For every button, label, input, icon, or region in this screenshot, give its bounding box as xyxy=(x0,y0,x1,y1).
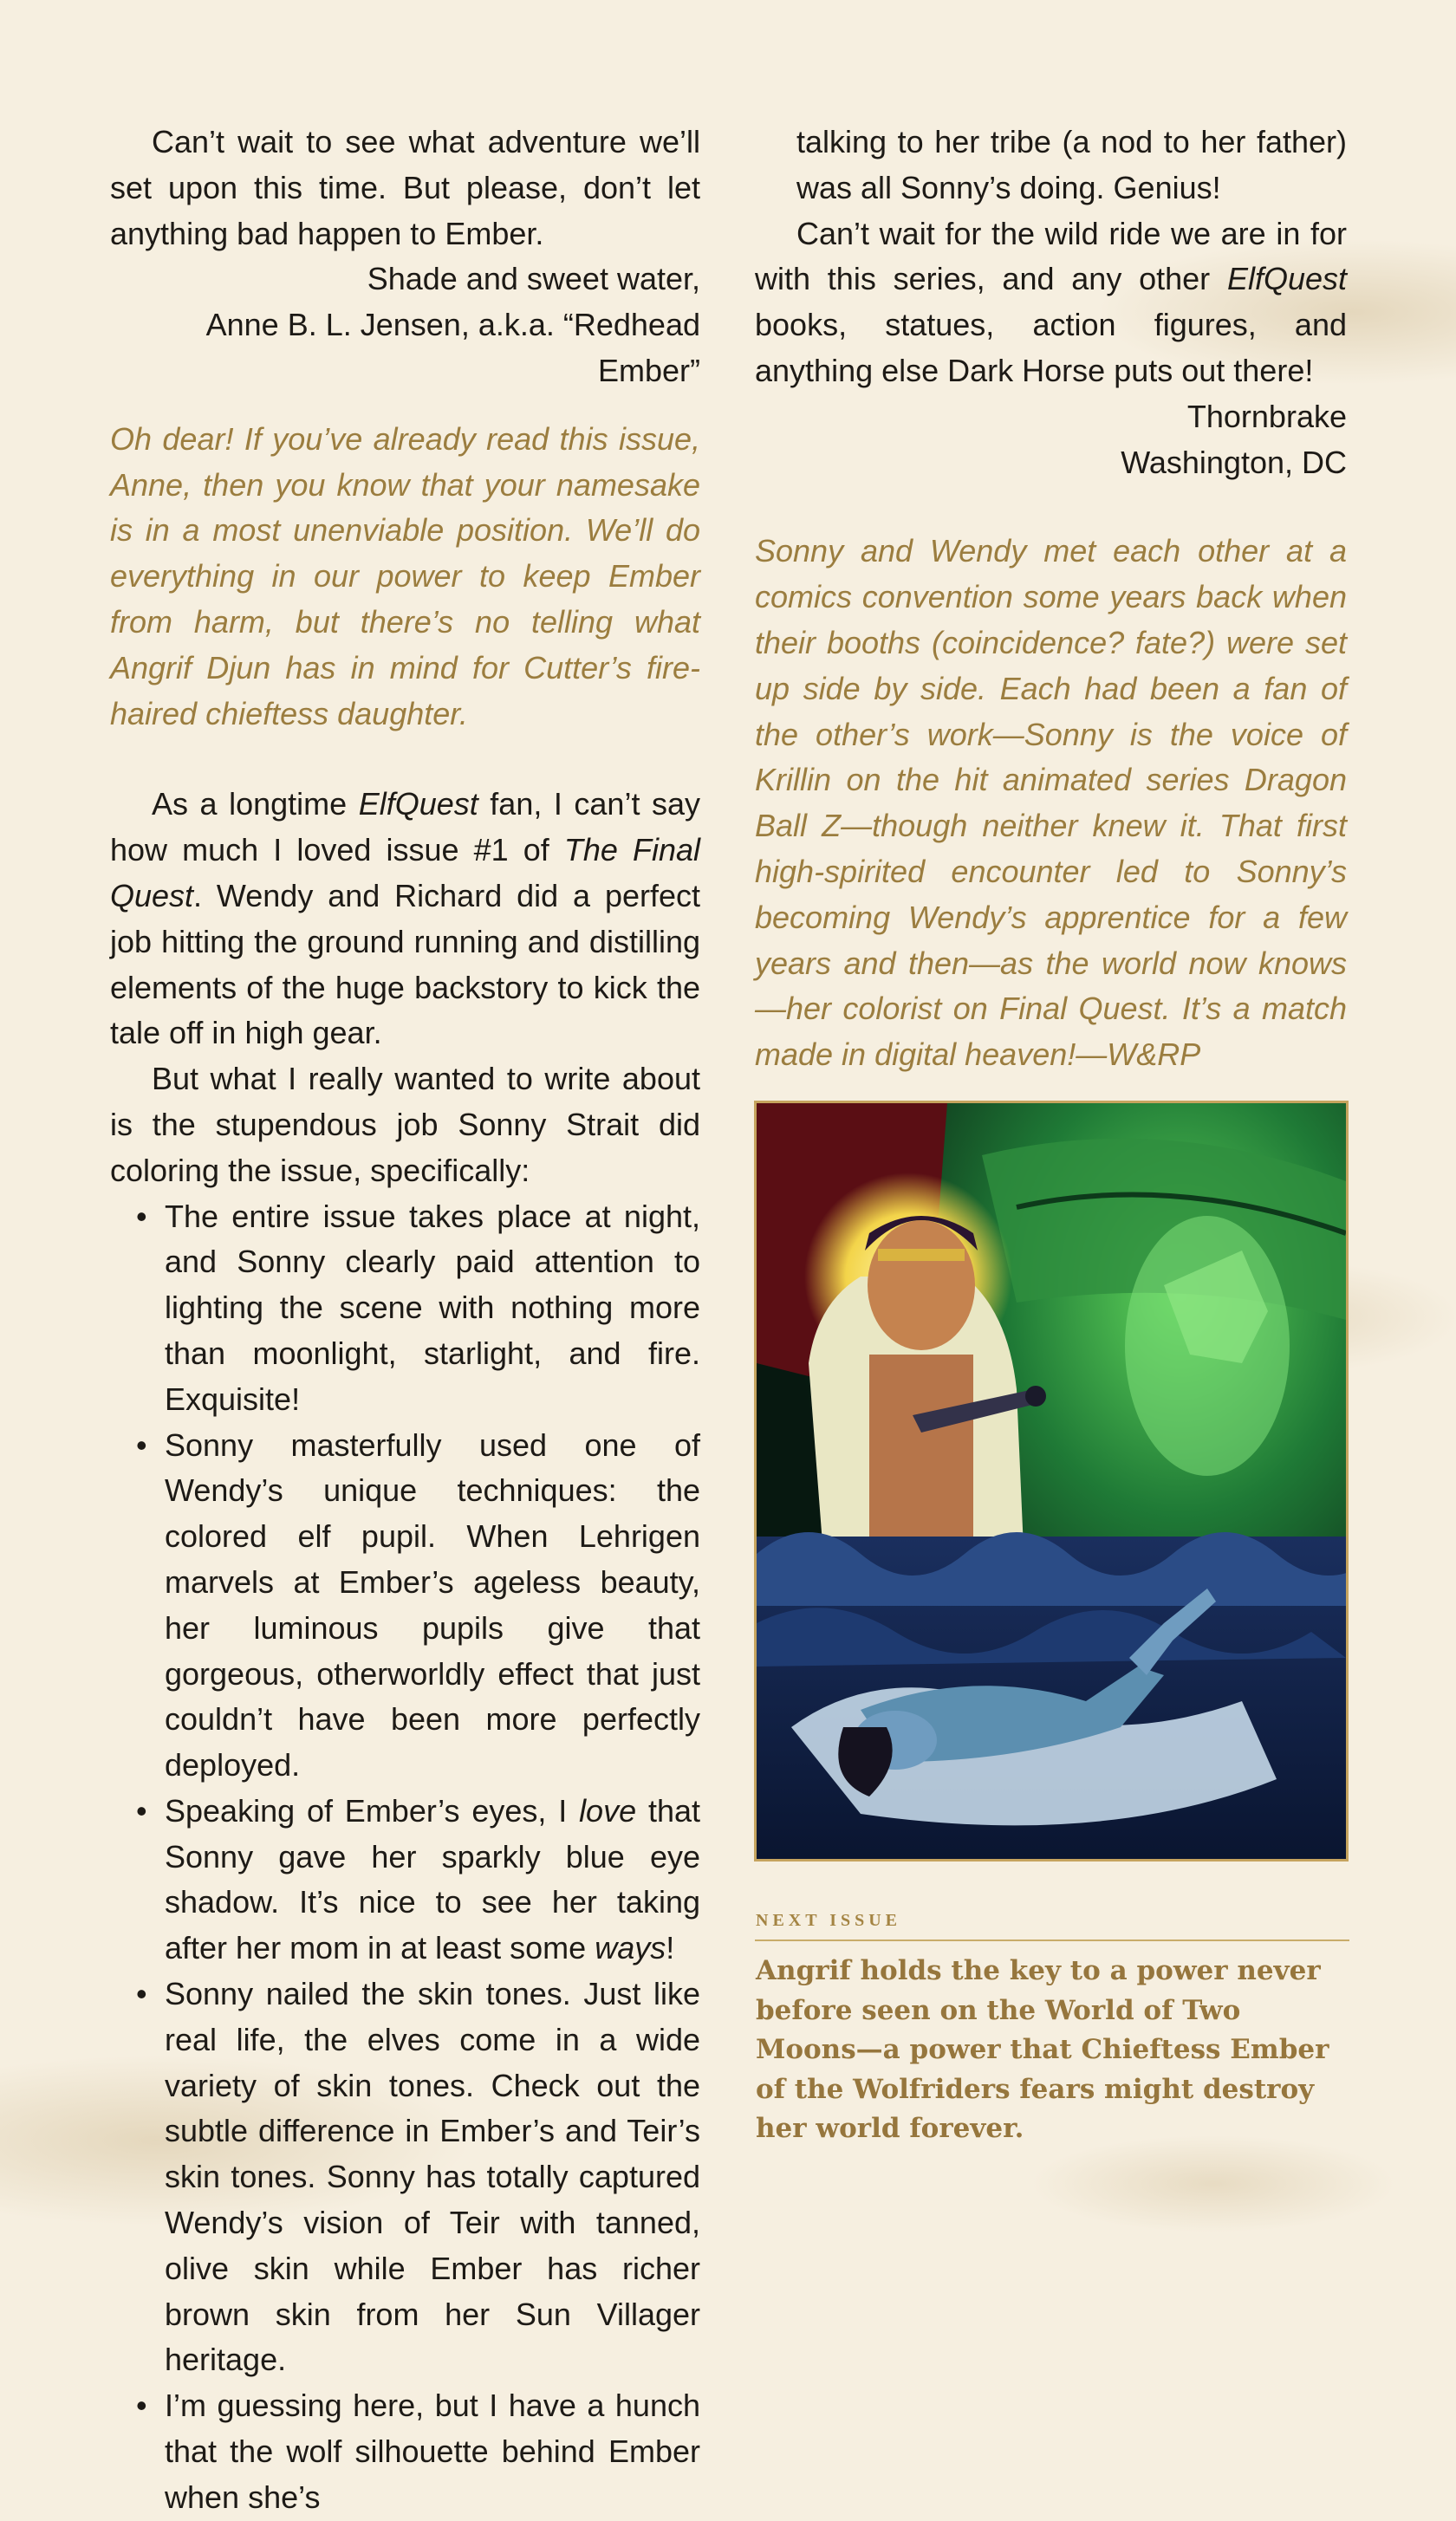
letter1-closing-paragraph: Can’t wait to see what adventure we’ll set upon this time. But please, don’t let anything bad happen to Ember. xyxy=(110,124,700,251)
letter1-signoff-name: Anne B. L. Jensen, a.k.a. “Redhead Ember” xyxy=(205,307,700,388)
bullet-item: • Sonny nailed the skin tones. Just like real life, the elves come in a wide variety of skin tones. Check out the subtle difference in Ember’s and Teir’s skin tones. Sonny has totally captured Wendy’s vision of Teir with tanned, olive skin while Ember has richer brown skin from her Sun Villager heritage. xyxy=(110,1972,700,2383)
bullet-icon: • xyxy=(136,1198,147,1234)
pistol-muzzle xyxy=(1025,1386,1046,1407)
coloring-bullet-list xyxy=(110,1194,700,2521)
bullet-icon: • xyxy=(136,2388,147,2424)
wave-crest-1 xyxy=(757,1532,1346,1606)
cover-illustration xyxy=(757,1103,1346,1859)
bullet-icon: • xyxy=(136,1976,147,2012)
hero-torso xyxy=(869,1355,973,1554)
right-column xyxy=(755,120,1347,1078)
letter2-closing-paragraph: Can’t wait for the wild ride we are in for with this series, and any other ElfQuest books, statues, action figures, and anything else Dark Horse puts out there! xyxy=(755,215,1347,388)
letter1-signoff-greeting: Shade and sweet water, xyxy=(367,261,700,297)
bullet-item: • Sonny masterfully used one of Wendy’s unique techniques: the colored elf pupil. When Lehrigen marvels at Ember’s ageless beauty, her luminous pupils give that gorgeous, otherworldly effect that just couldn’t have been more perfectly deployed. xyxy=(110,1423,700,1789)
bullet-icon: • xyxy=(136,1426,147,1463)
letter2-paragraph-1: As a longtime ElfQuest fan, I can’t say how much I loved issue #1 of The Final Quest. Wendy and Richard did a perfect job hitting the ground running and distilling elements of the huge backstory to kick the tale off in high gear. xyxy=(110,786,700,1051)
bullet-item: • Speaking of Ember’s eyes, I love that Sonny gave her sparkly blue eye shadow. It’s nice to see her taking after her mom in at least some ways! xyxy=(110,1789,700,1972)
next-issue-blurb: Angrif holds the key to a power never before seen on the World of Two Moons—a power that Chieftess Ember of the Wolfriders fears might destroy her world forever. xyxy=(756,1955,1329,2144)
hero-headband xyxy=(878,1249,965,1261)
letter2-paragraph-2: But what I really wanted to write about is the stupendous job Sonny Strait did coloring the issue, specifically: xyxy=(110,1061,700,1188)
next-issue-label: NEXT ISSUE xyxy=(756,1911,902,1930)
editor-reply-1: Oh dear! If you’ve already read this issue, Anne, then you know that your namesake is in a most unenviable position. We’ll do everything in our power to keep Ember from harm, but there’s no telling what Angrif Djun has in mind for Cutter’s fire-haired chieftess daughter. xyxy=(110,420,700,731)
bullet-item: • The entire issue takes place at night, and Sonny clearly paid attention to lighting the scene with nothing more than moonlight, starlight, and fire. Exquisite! xyxy=(110,1194,700,1423)
next-issue-divider xyxy=(755,1939,1349,1941)
editor-reply-2: Sonny and Wendy met each other at a comics convention some years back when their booths (coincidence? fate?) were set up side by side. Each had been a fan of the other’s work—Sonny is the voice of Krillin on the hit animated series Dragon Ball Z—though neither knew it. That first high-spirited encounter led to Sonny’s becoming Wendy’s apprentice for a few years and then—as the world now knows—her colorist on Final Quest. It’s a match made in digital heaven!—W&RP xyxy=(755,533,1347,1073)
hero-head xyxy=(868,1220,975,1350)
next-issue-cover-art xyxy=(754,1101,1349,1862)
letter2-continuation: talking to her tribe (a nod to her father) was all Sonny’s doing. Genius! xyxy=(796,124,1347,205)
bullet-icon: • xyxy=(136,1792,147,1829)
bullet-item: • I’m guessing here, but I have a hunch that the wolf silhouette behind Ember when she’s xyxy=(110,2383,700,2520)
letter2-signoff-name: Thornbrake xyxy=(1186,398,1347,434)
left-column xyxy=(110,120,700,2521)
letter2-signoff-place: Washington, DC xyxy=(1121,444,1347,480)
